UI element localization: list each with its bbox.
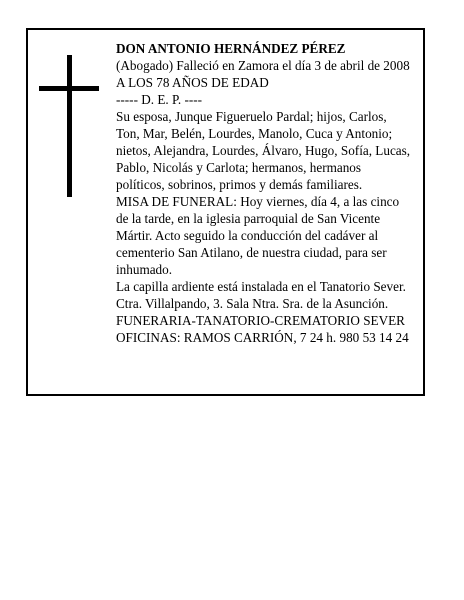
offices-line: OFICINAS: RAMOS CARRIÓN, 7 24 h. 980 53 14 24: [116, 330, 409, 345]
rip-line: ----- D. E. P. ----: [116, 92, 203, 107]
age-line: A LOS 78 AÑOS DE EDAD: [116, 75, 269, 90]
cross-vertical-bar: [67, 55, 72, 197]
cross-horizontal-bar: [39, 86, 99, 91]
funeral-home-line: FUNERARIA-TANATORIO-CREMATORIO SEVER: [116, 313, 405, 328]
family-line: Ton, Mar, Belén, Lourdes, Manolo, Cuca y Antonio;: [116, 126, 393, 141]
obituary-notice: [26, 28, 425, 396]
family-line: Su esposa, Junque Figueruelo Pardal; hijos, Carlos,: [116, 109, 387, 124]
cross-icon: [39, 55, 99, 197]
family-line: políticos, sobrinos, primos y demás familiares.: [116, 177, 363, 192]
funeral-mass-line: MISA DE FUNERAL: Hoy viernes, día 4, a las cinco: [116, 194, 400, 209]
death-info-line: (Abogado) Falleció en Zamora el día 3 de abril de 2008: [116, 58, 410, 73]
funeral-mass-line: cementerio San Atilano, de nuestra ciudad, para ser: [116, 245, 387, 260]
deceased-name: DON ANTONIO HERNÁNDEZ PÉREZ: [116, 41, 346, 56]
family-line: nietos, Alejandra, Lourdes, Álvaro, Hugo, Sofía, Lucas,: [116, 143, 411, 158]
family-line: Pablo, Nicolás y Carlota; hermanos, hermanos: [116, 160, 362, 175]
funeral-mass-line: Mártir. Acto seguido la conducción del cadáver al: [116, 228, 379, 243]
funeral-mass-line: inhumado.: [116, 262, 173, 277]
funeral-mass-line: de la tarde, en la iglesia parroquial de San Vicente: [116, 211, 381, 226]
obituary-text: [116, 40, 421, 346]
chapel-line: Ctra. Villalpando, 3. Sala Ntra. Sra. de la Asunción.: [116, 296, 389, 311]
chapel-line: La capilla ardiente está instalada en el Tanatorio Sever.: [116, 279, 406, 294]
